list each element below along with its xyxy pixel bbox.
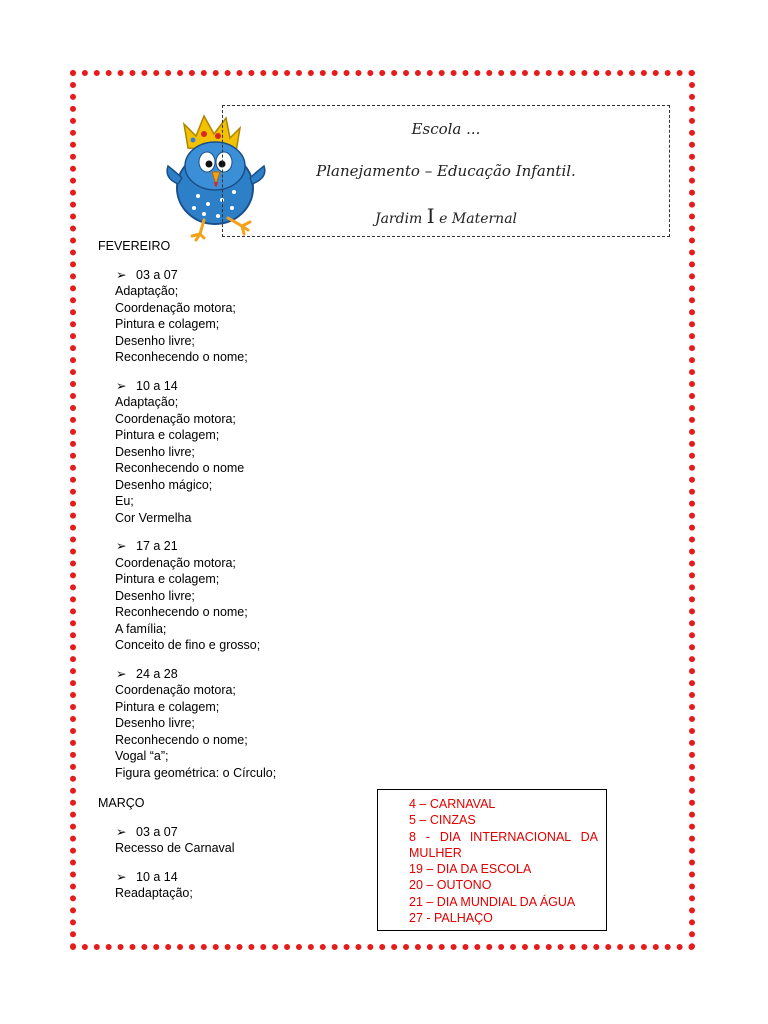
date-entry: 4 – CARNAVAL xyxy=(409,797,496,811)
activity-item: Reconhecendo o nome; xyxy=(115,350,248,364)
week-dates xyxy=(116,267,276,284)
week-block xyxy=(98,378,276,527)
arrow-bullet-icon: ➢ xyxy=(116,539,127,553)
week-block xyxy=(98,538,276,654)
activity-item: Desenho livre; xyxy=(115,444,195,459)
arrow-bullet-icon: ➢ xyxy=(116,378,127,393)
activity-item: Reconhecendo o nome; xyxy=(115,605,248,619)
arrow-bullet-icon: ➢ xyxy=(116,267,127,282)
month-title: FEVEREIRO xyxy=(98,239,171,253)
arrow-bullet-icon: ➢ xyxy=(116,824,127,839)
date-entry: 27 - PALHAÇO xyxy=(409,911,493,926)
arrow-bullet-icon: ➢ xyxy=(116,869,127,884)
activity-item: Conceito de fino e grosso; xyxy=(115,638,261,652)
date-entry: 19 – DIA DA ESCOLA xyxy=(409,862,532,877)
date-entry: 8 - DIA INTERNACIONAL DA xyxy=(409,829,598,844)
activity-item: Coordenação motora; xyxy=(115,683,236,697)
activity-item: Coordenação motora; xyxy=(115,300,236,315)
arrow-bullet-icon: ➢ xyxy=(116,666,127,681)
activity-item: Cor Vermelha xyxy=(115,510,192,525)
class-suffix: e Maternal xyxy=(439,211,518,227)
activity-item: Pintura e colagem; xyxy=(115,317,220,331)
activity-item: Adaptação; xyxy=(115,395,179,409)
activity-item: Reconhecendo o nome; xyxy=(115,732,248,747)
month-title: MARÇO xyxy=(98,796,145,810)
planning-subtitle: Planejamento – Educação Infantil. xyxy=(316,162,576,180)
activity-item: Coordenação motora; xyxy=(115,555,236,570)
school-name: Escola ... xyxy=(411,120,481,138)
activity-item: Pintura e colagem; xyxy=(115,428,220,442)
activity-item: Desenho livre; xyxy=(115,333,195,348)
planning-content xyxy=(98,238,276,902)
week-dates xyxy=(116,869,276,886)
activity-item: Vogal “a”; xyxy=(115,749,169,763)
week-dates xyxy=(116,378,276,395)
month-marco xyxy=(98,795,276,902)
date-entry: 21 – DIA MUNDIAL DA ÁGUA xyxy=(409,894,576,909)
date-entry: 5 – CINZAS xyxy=(409,813,476,828)
activity-item: Pintura e colagem; xyxy=(115,572,220,586)
week-block xyxy=(98,869,276,902)
activity-item: Desenho livre; xyxy=(115,716,195,730)
week-date-range: 17 a 21 xyxy=(136,539,178,553)
activity-item: Eu; xyxy=(115,494,134,508)
week-date-range: 10 a 14 xyxy=(136,869,178,884)
week-dates xyxy=(116,538,276,555)
week-date-range: 24 a 28 xyxy=(136,666,178,681)
class-title xyxy=(223,204,669,228)
week-block xyxy=(98,666,276,782)
week-date-range: 10 a 14 xyxy=(136,378,178,393)
week-dates xyxy=(116,666,276,683)
week-date-range: 03 a 07 xyxy=(136,267,178,282)
week-block xyxy=(98,267,276,366)
week-block xyxy=(98,824,276,857)
activity-item: A família; xyxy=(115,621,167,636)
activity-item: Adaptação; xyxy=(115,284,179,298)
date-entry: 20 – OUTONO xyxy=(409,878,492,893)
class-prefix: Jardim xyxy=(374,211,423,227)
week-date-range: 03 a 07 xyxy=(136,824,178,839)
activity-item: Recesso de Carnaval xyxy=(115,841,235,855)
activity-item: Desenho livre; xyxy=(115,588,195,603)
month-fevereiro xyxy=(98,238,276,781)
date-entry: MULHER xyxy=(409,845,462,860)
activity-item: Reconhecendo o nome xyxy=(115,461,245,475)
activity-item: Figura geométrica: o Círculo; xyxy=(115,765,277,780)
activity-item: Coordenação motora; xyxy=(115,411,236,426)
commemorative-dates-box xyxy=(377,789,607,931)
class-numeral: I xyxy=(426,204,435,228)
activity-item: Desenho mágico; xyxy=(115,477,213,492)
activity-item: Pintura e colagem; xyxy=(115,699,220,714)
week-dates xyxy=(116,824,276,841)
header-box xyxy=(222,105,670,237)
activity-item: Readaptação; xyxy=(115,886,193,900)
